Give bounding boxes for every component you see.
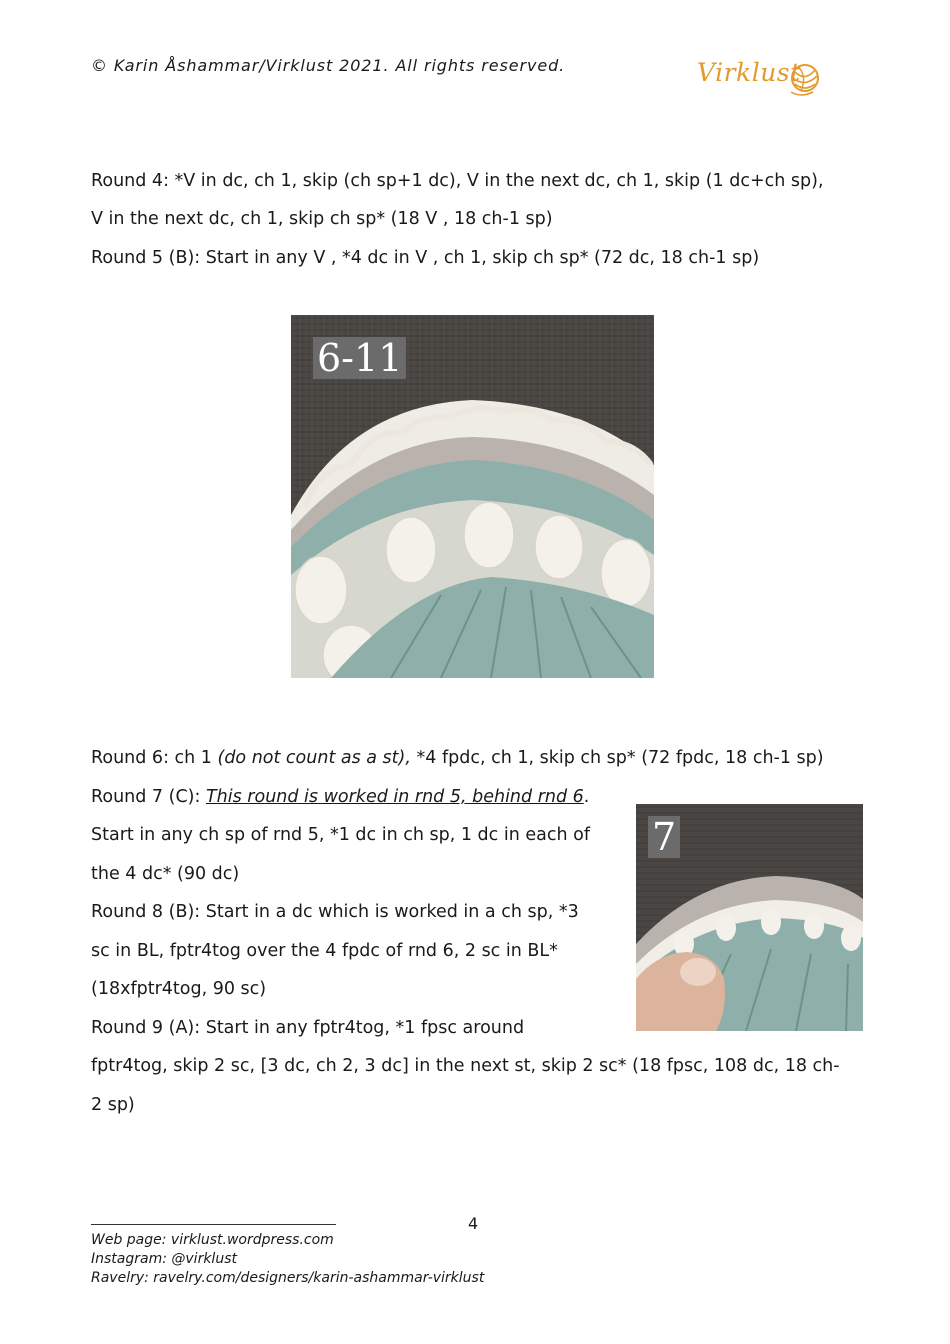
round-8-line-1: Round 8 (B): Start in a dc which is worked in a ch sp, *3	[91, 902, 579, 922]
round-7-note: This round is worked in rnd 5, behind rnd 6	[205, 787, 584, 807]
round-9-line-1: Round 9 (A): Start in any fptr4tog, *1 fpsc around	[91, 1018, 525, 1038]
round-5: Round 5 (B): Start in any V , *4 dc in V , ch 1, skip ch sp* (72 dc, 18 ch-1 sp)	[91, 248, 760, 268]
crochet-photo-round-7	[636, 804, 863, 1031]
round-6-note: (do not count as a st),	[217, 748, 411, 768]
copyright-notice: © Karin Åshammar/Virklust 2021. All rights reserved.	[91, 56, 566, 75]
footer-web: Web page: virklust.wordpress.com	[91, 1232, 334, 1248]
round-6-start: Round 6: ch 1	[91, 748, 218, 768]
logo-text: Virklust	[697, 58, 801, 87]
round-9-line-3: 2 sp)	[91, 1095, 135, 1115]
round-8-line-3: (18xfptr4tog, 90 sc)	[91, 979, 267, 999]
photo-label-7: 7	[648, 816, 680, 858]
photo-label-6-11: 6-11	[313, 337, 406, 379]
yarn-ball-icon	[787, 62, 827, 102]
round-6-rest: *4 fpdc, ch 1, skip ch sp* (72 fpdc, 18 ch-1 sp)	[410, 748, 824, 768]
round-7-period: .	[583, 787, 590, 807]
page-number: 4	[468, 1214, 479, 1233]
round-7-line-3: the 4 dc* (90 dc)	[91, 864, 240, 884]
crochet-photo-rounds-6-11	[291, 315, 654, 678]
footer-instagram: Instagram: @virklust	[91, 1251, 237, 1267]
round-4-line-1: Round 4: *V in dc, ch 1, skip (ch sp+1 dc), V in the next dc, ch 1, skip (1 dc+ch sp),	[91, 171, 824, 191]
round-6	[91, 748, 824, 768]
round-7-line-1	[91, 787, 589, 807]
round-4-line-2: V in the next dc, ch 1, skip ch sp* (18 V , 18 ch-1 sp)	[91, 209, 553, 229]
virklust-logo	[697, 58, 827, 102]
round-7-start: Round 7 (C):	[91, 787, 206, 807]
round-8-line-2: sc in BL, fptr4tog over the 4 fpdc of rnd 6, 2 sc in BL*	[91, 941, 558, 961]
round-9-line-2: fptr4tog, skip 2 sc, [3 dc, ch 2, 3 dc] in the next st, skip 2 sc* (18 fpsc, 108 dc, 18 ch-	[91, 1056, 840, 1076]
footer-ravelry: Ravelry: ravelry.com/designers/karin-ashammar-virklust	[91, 1270, 485, 1286]
footer-divider	[91, 1224, 336, 1225]
round-7-line-2: Start in any ch sp of rnd 5, *1 dc in ch sp, 1 dc in each of	[91, 825, 590, 845]
